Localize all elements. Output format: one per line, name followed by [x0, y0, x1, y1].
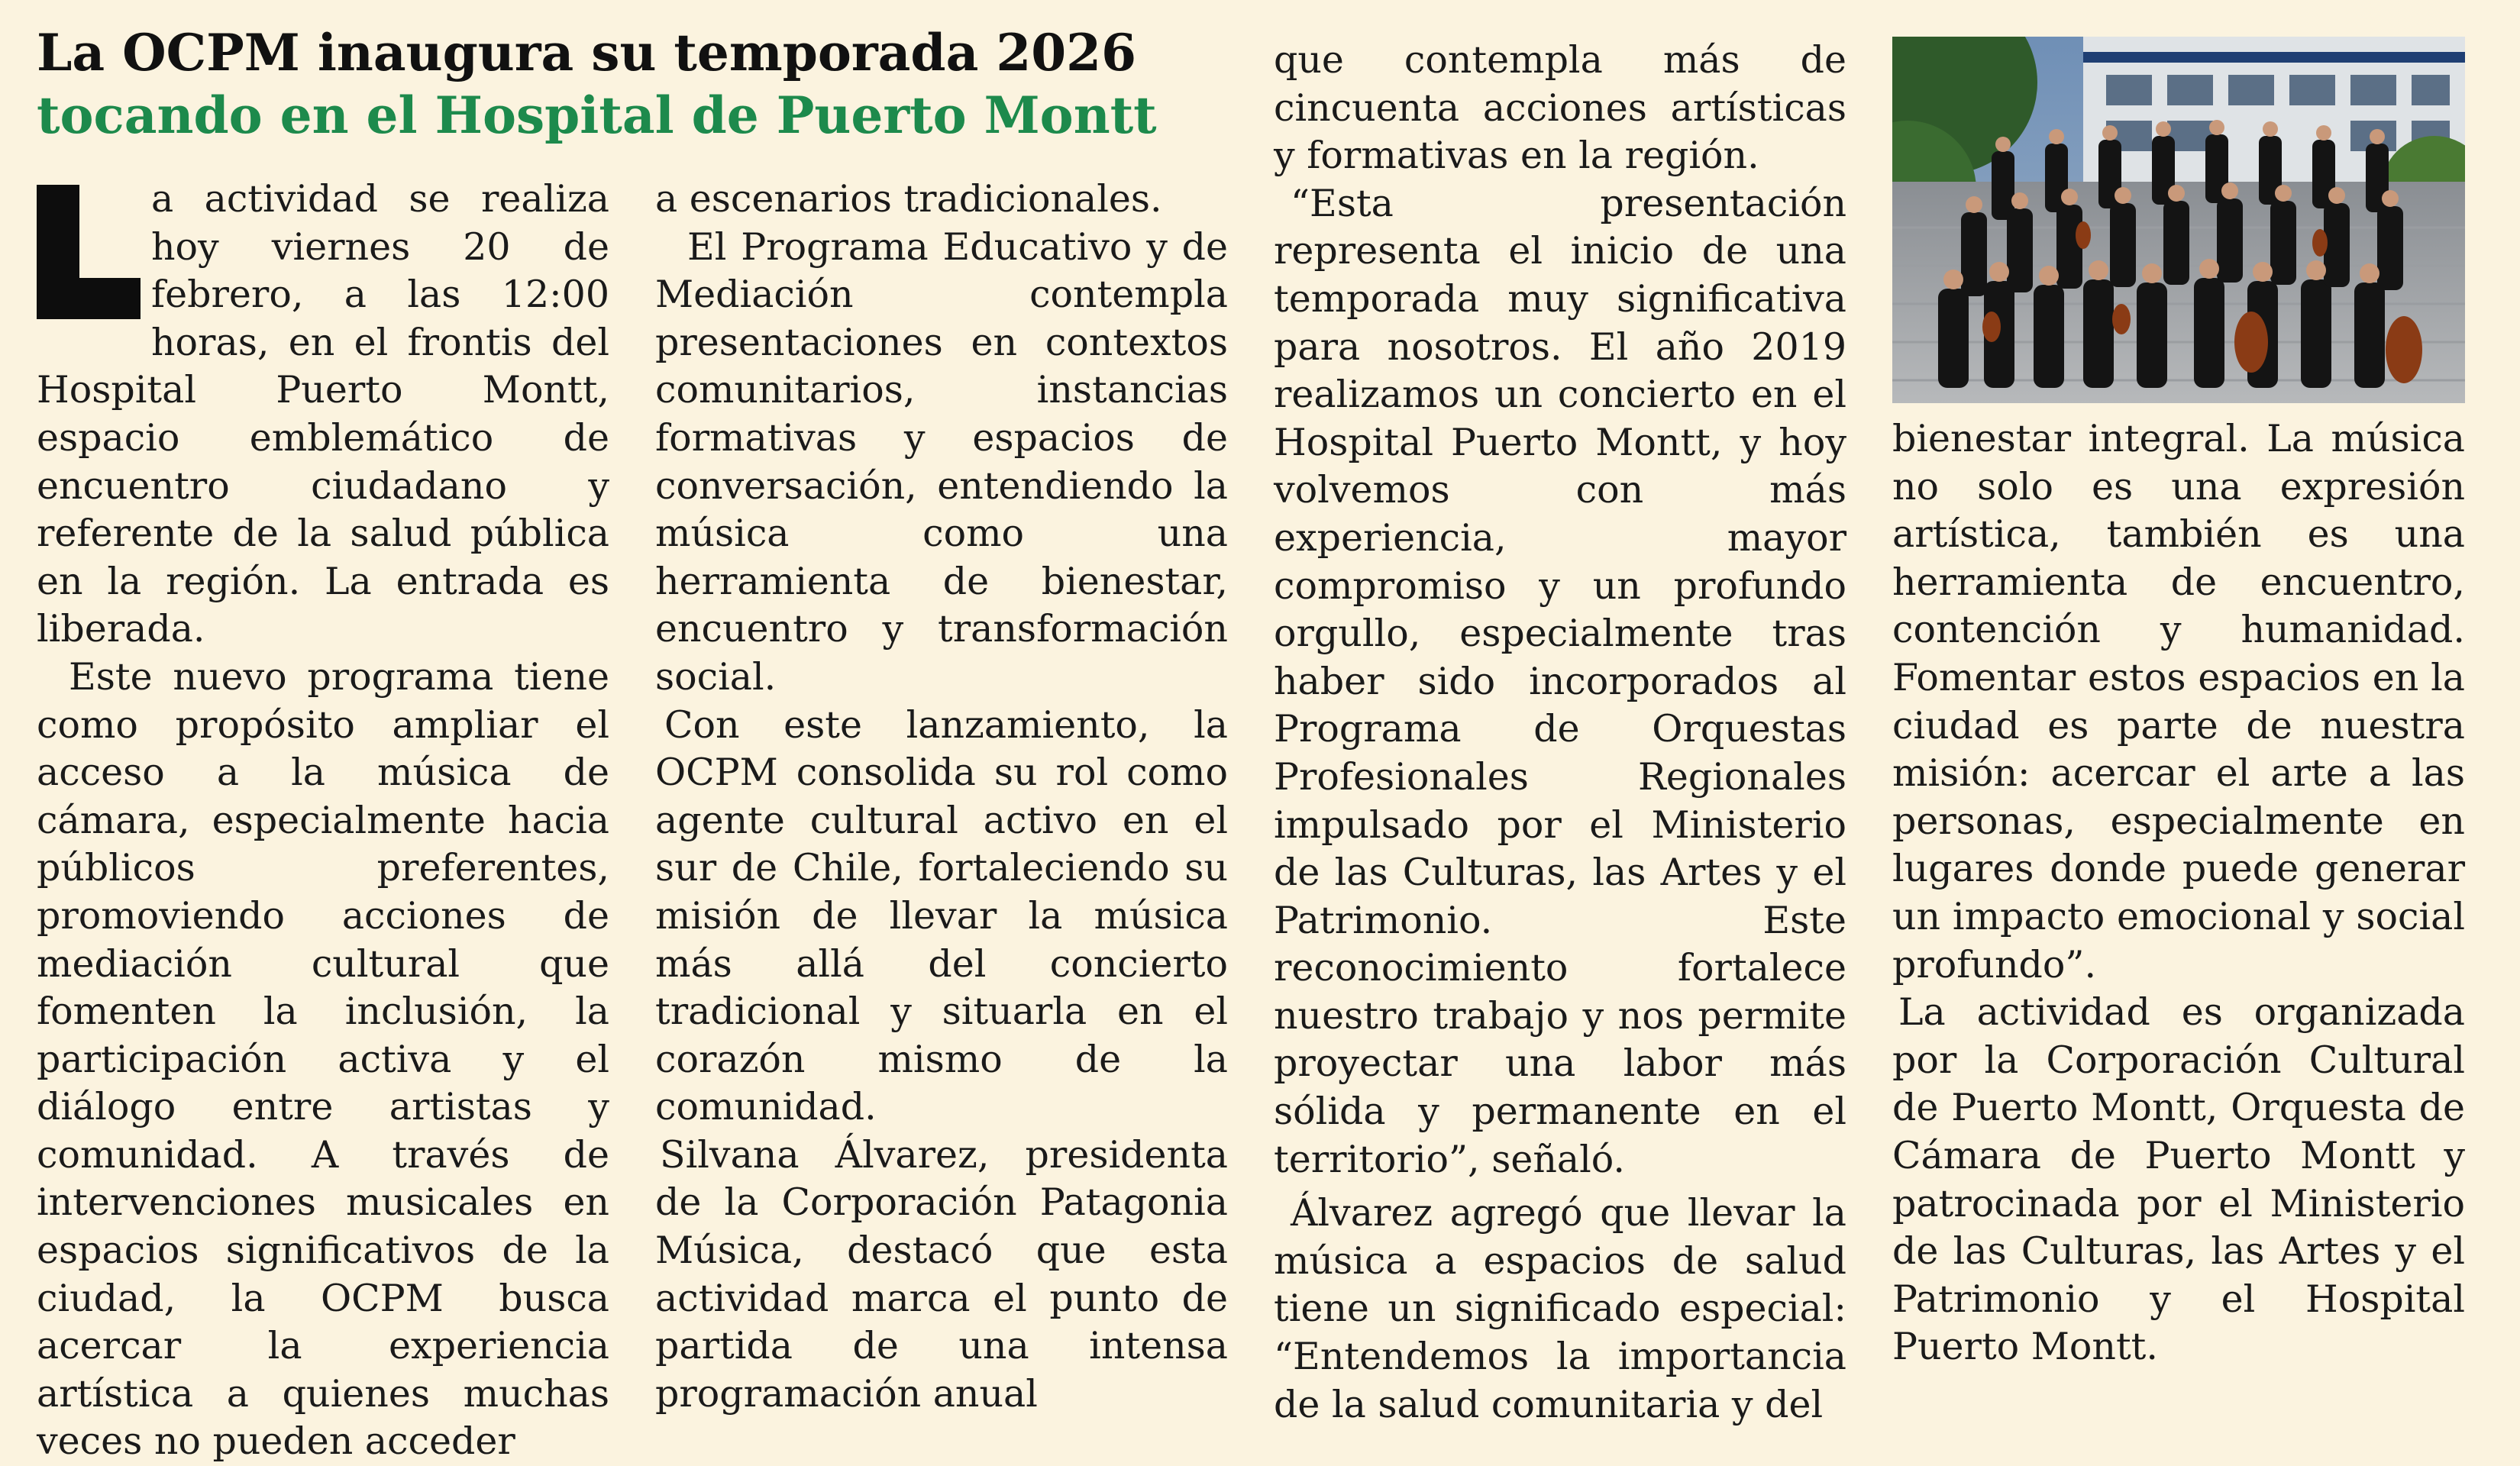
dropcap-cutout	[37, 185, 141, 319]
orchestra-photo	[1892, 37, 2465, 403]
article-column-2	[655, 176, 1228, 1418]
paragraph: bienestar integral. La música no solo es una expresión artística, también es una herramienta de encuentro, contención y humanidad. Fomentar estos espacios en la ciudad es parte de nuestra misión: acercar el arte a las personas, especialmente en lugares donde puede generar un impacto emocional y social profundo”.	[1892, 417, 2465, 986]
paragraph: Con este lanzamiento, la OCPM consolida su rol como agente cultural activo en el sur de Chile, fortaleciendo su misión de llevar la música más allá del concierto tradicional y situarla en el corazón mismo de la comunidad.	[655, 702, 1228, 1129]
paragraph: La actividad es organizada por la Corporación Cultural de Puerto Montt, Orquesta de Cámara de Puerto Montt y patrocinada por el Ministerio de las Culturas, las Artes y el Patrimonio y el Hospital Puerto Montt.	[1892, 990, 2465, 1369]
paragraph: “Esta presentación representa el inicio de una temporada muy significativa para nosotros. El año 2019 realizamos un concierto en el Hospital Puerto Montt, y hoy volvemos con más experiencia, mayor compromiso y un profundo orgullo, especialmente tras haber sido incorporados al Programa de Orquestas Profesionales Regionales impulsado por el Ministerio de las Culturas, las Artes y el Patrimonio. Este reconocimiento fortalece nuestro trabajo y nos permite proyectar una labor más sólida y permanente en el territorio”, señaló.	[1274, 181, 1846, 1181]
paragraph: a actividad se realiza hoy viernes 20 de febrero, a las 12:00 horas, en el frontis del Hospital Puerto Montt, espacio emblemático de encuentro ciudadano y referente de la salud pública en la región. La entrada es liberada.	[37, 177, 609, 651]
headline-line-2: tocando en el Hospital de Puerto Montt	[37, 86, 1157, 145]
paragraph: Álvarez agregó que llevar la música a espacios de salud tiene un significado especial: “Entendemos la importancia de la salud comunitaria y del	[1274, 1191, 1846, 1426]
article-column-4	[1892, 415, 2465, 1371]
article-column-1	[37, 176, 609, 1466]
headline	[37, 21, 1258, 147]
article-column-3	[1274, 37, 1846, 1429]
dropcap-letter	[37, 185, 141, 319]
paragraph: que contempla más de cincuenta acciones artísticas y formativas en la región.	[1274, 38, 1846, 178]
paragraph: Silvana Álvarez, presidenta de la Corporación Patagonia Música, destacó que esta actividad marca el punto de partida de una intensa programación anual	[655, 1132, 1228, 1416]
paragraph: El Programa Educativo y de Mediación contempla presentaciones en contextos comunitarios, instancias formativas y espacios de conversación, entendiendo la música como una herramienta de bienestar, encuentro y transformación social.	[655, 224, 1228, 699]
headline-line-1: La OCPM inaugura su temporada 2026	[37, 23, 1137, 82]
paragraph: Este nuevo programa tiene como propósito ampliar el acceso a la música de cámara, especialmente hacia públicos preferentes, promoviendo acciones de mediación cultural que fomenten la inclusión, la participación activa y el diálogo entre artistas y comunidad. A través de intervenciones musicales en espacios significativos de la ciudad, la OCPM busca acercar la experiencia artística a quienes muchas veces no pueden acceder	[37, 654, 609, 1464]
paragraph: a escenarios tradicionales.	[655, 177, 1162, 221]
